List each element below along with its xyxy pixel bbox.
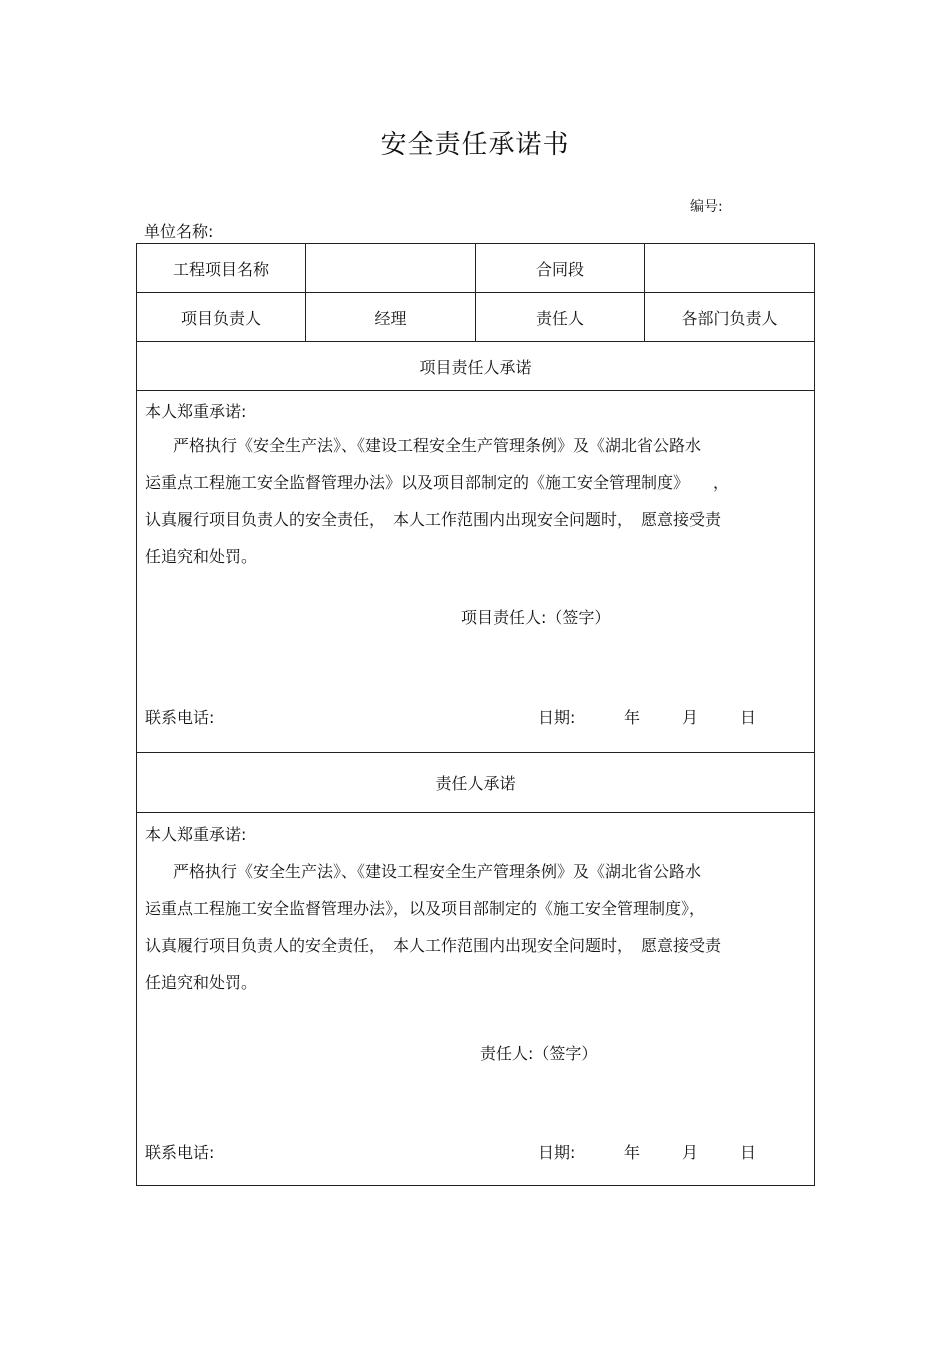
section2-line-2: 运重点工程施工安全监督管理办法》，以及项目部制定的《施工安全管理制度》，	[145, 899, 706, 918]
department-heads-cell: 各部门负责人	[645, 293, 815, 342]
project-leader-label: 项目负责人	[137, 293, 306, 342]
section1-line-4: 任追究和处罚。	[145, 547, 258, 566]
project-name-label: 工程项目名称	[137, 244, 306, 293]
section2-body-row	[137, 813, 815, 1186]
section1-date-label: 日期:	[538, 708, 576, 727]
section1-title: 项目责任人承诺	[137, 342, 815, 391]
commitment-form-table	[136, 243, 815, 1186]
section2-opening: 本人郑重承诺:	[145, 825, 247, 844]
section2-date-label: 日期:	[538, 1143, 576, 1162]
section1-year: 年	[624, 708, 641, 727]
table-row	[137, 244, 815, 293]
section2-paragraph	[145, 853, 802, 1001]
responsible-person-label: 责任人	[476, 293, 645, 342]
serial-number-label: 编号:	[690, 199, 723, 215]
section1-opening: 本人郑重承诺:	[145, 402, 247, 421]
manager-cell: 经理	[306, 293, 476, 342]
section1-line-1: 严格执行《安全生产法》、《建设工程安全生产管理条例》及《湖北省公路水	[173, 436, 702, 455]
section1-body-row	[137, 391, 815, 753]
section2-line-4: 任追究和处罚。	[145, 973, 258, 992]
section1-month: 月	[682, 708, 699, 727]
section2-phone-label[interactable]: 联系电话:	[145, 1143, 215, 1162]
section2-line-1: 严格执行《安全生产法》、《建设工程安全生产管理条例》及《湖北省公路水	[173, 862, 702, 881]
section1-signature[interactable]: 项目责任人:（签字）	[461, 608, 611, 627]
section1-body	[137, 391, 815, 753]
section1-phone-label[interactable]: 联系电话:	[145, 708, 215, 727]
section1-paragraph	[145, 427, 802, 575]
section2-body	[137, 813, 815, 1186]
section1-title-row	[137, 342, 815, 391]
section1-line-3: 认真履行项目负责人的安全责任， 本人工作范围内出现安全问题时， 愿意接受责	[145, 510, 722, 529]
table-row	[137, 293, 815, 342]
contract-section-label: 合同段	[476, 244, 645, 293]
section2-title-row	[137, 753, 815, 813]
unit-name-label: 单位名称:	[144, 222, 214, 241]
section2-year: 年	[624, 1143, 641, 1162]
section2-signature[interactable]: 责任人:（签字）	[480, 1044, 598, 1063]
contract-section-field[interactable]	[645, 244, 815, 293]
section2-day: 日	[740, 1143, 757, 1162]
document-title: 安全责任承诺书	[380, 130, 570, 160]
section1-day: 日	[740, 708, 757, 727]
section2-month: 月	[682, 1143, 699, 1162]
project-name-field[interactable]	[306, 244, 476, 293]
section2-title: 责任人承诺	[137, 753, 815, 813]
section2-line-3: 认真履行项目负责人的安全责任， 本人工作范围内出现安全问题时， 愿意接受责	[145, 936, 722, 955]
section1-date[interactable]	[538, 705, 756, 728]
section2-date[interactable]	[538, 1140, 756, 1163]
section1-line-2: 运重点工程施工安全监督管理办法》以及项目部制定的《施工安全管理制度》 ，	[145, 473, 730, 492]
